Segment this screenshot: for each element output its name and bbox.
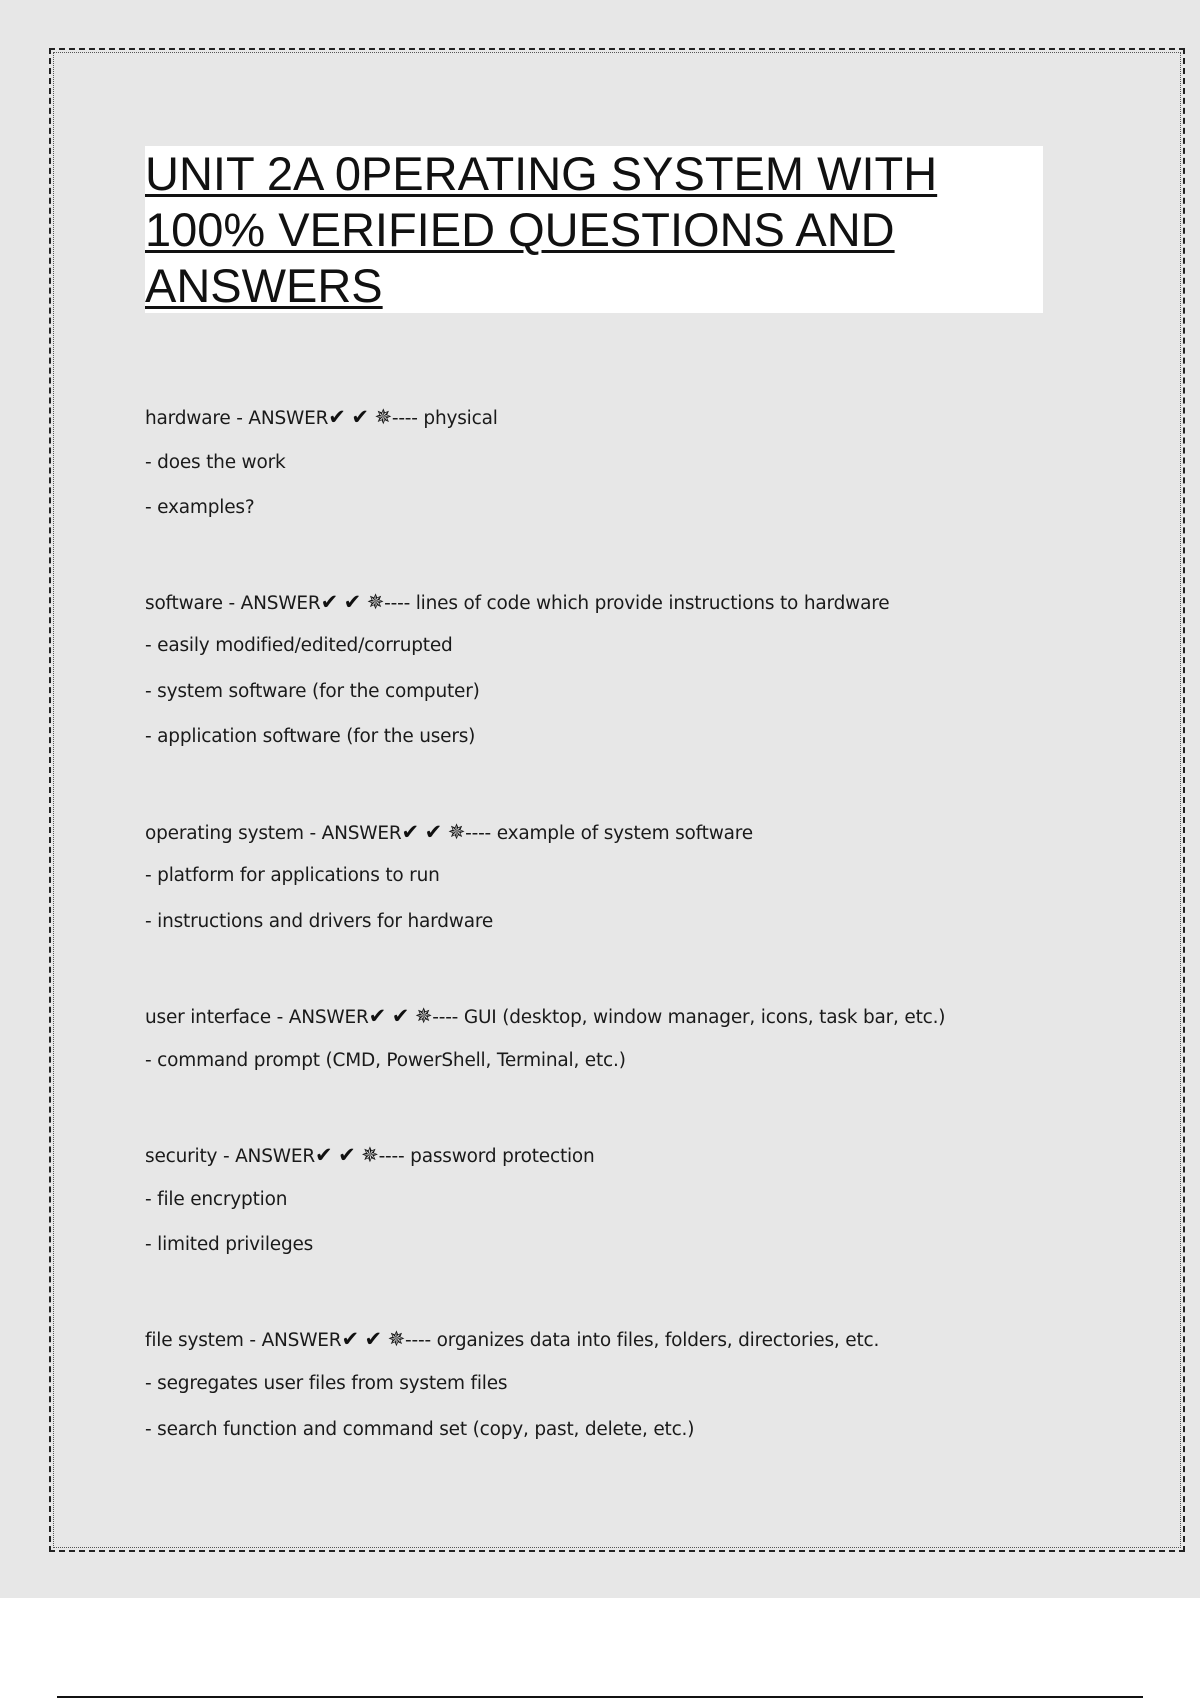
star-icon: ✵ — [414, 1004, 433, 1028]
entry-term-line — [145, 1327, 879, 1351]
star-icon: ✵ — [387, 1327, 406, 1351]
check-icon: ✔ — [401, 820, 419, 844]
check-icon: ✔ — [338, 1143, 356, 1167]
check-icon: ✔ — [343, 590, 362, 614]
entry-detail: - file encryption — [145, 1189, 288, 1210]
star-icon: ✵ — [361, 1143, 379, 1167]
entry-term: software - ANSWER — [145, 593, 321, 614]
entry-term: operating system - ANSWER — [145, 823, 402, 844]
entry-term-line — [145, 1004, 945, 1028]
entry-term: hardware - ANSWER — [145, 408, 329, 429]
check-icon: ✔ — [368, 1004, 387, 1028]
star-icon: ✵ — [447, 820, 466, 844]
entry-term: user interface - ANSWER — [145, 1007, 369, 1028]
check-icon: ✔ — [424, 820, 443, 844]
entry-detail: - application software (for the users) — [145, 726, 476, 747]
check-icon: ✔ — [328, 405, 346, 429]
document-title: UNIT 2A 0PERATING SYSTEM WITH 100% VERIFIED QUESTIONS AND ANSWERS — [145, 147, 938, 312]
entry-detail: - easily modified/edited/corrupted — [145, 635, 453, 656]
entry-detail: - search function and command set (copy, past, delete, etc.) — [145, 1419, 695, 1440]
entry-term-line — [145, 1143, 595, 1167]
check-icon: ✔ — [341, 1327, 359, 1351]
star-icon: ✵ — [374, 405, 392, 429]
entry-detail: - limited privileges — [145, 1234, 314, 1255]
entry-term-line — [145, 405, 498, 429]
entry-detail: - segregates user files from system files — [145, 1373, 508, 1394]
entry-answer: ---- organizes data into files, folders, directories, etc. — [405, 1330, 880, 1351]
check-icon: ✔ — [364, 1327, 382, 1351]
title-box — [145, 146, 1043, 313]
footer-divider — [57, 1696, 1143, 1698]
check-icon: ✔ — [320, 590, 338, 614]
check-icon: ✔ — [391, 1004, 410, 1028]
entry-answer: ---- example of system software — [465, 823, 753, 844]
entry-detail: - system software (for the computer) — [145, 681, 480, 702]
entry-detail: - command prompt (CMD, PowerShell, Terminal, etc.) — [145, 1050, 626, 1071]
entry-answer: ---- physical — [391, 408, 498, 429]
entry-answer: ---- GUI (desktop, window manager, icons, task bar, etc.) — [432, 1007, 946, 1028]
entry-term-line — [145, 590, 889, 614]
entry-term-line — [145, 820, 753, 844]
entry-term: file system - ANSWER — [145, 1330, 342, 1351]
star-icon: ✵ — [366, 590, 385, 614]
entry-answer: ---- lines of code which provide instructions to hardware — [384, 593, 890, 614]
entry-detail: - does the work — [145, 452, 286, 473]
check-icon: ✔ — [351, 405, 369, 429]
entry-detail: - platform for applications to run — [145, 865, 440, 886]
entry-answer: ---- password protection — [378, 1146, 595, 1167]
entry-detail: - instructions and drivers for hardware — [145, 911, 494, 932]
entry-term: security - ANSWER — [145, 1146, 315, 1167]
check-icon: ✔ — [314, 1143, 333, 1167]
entry-detail: - examples? — [145, 497, 255, 518]
